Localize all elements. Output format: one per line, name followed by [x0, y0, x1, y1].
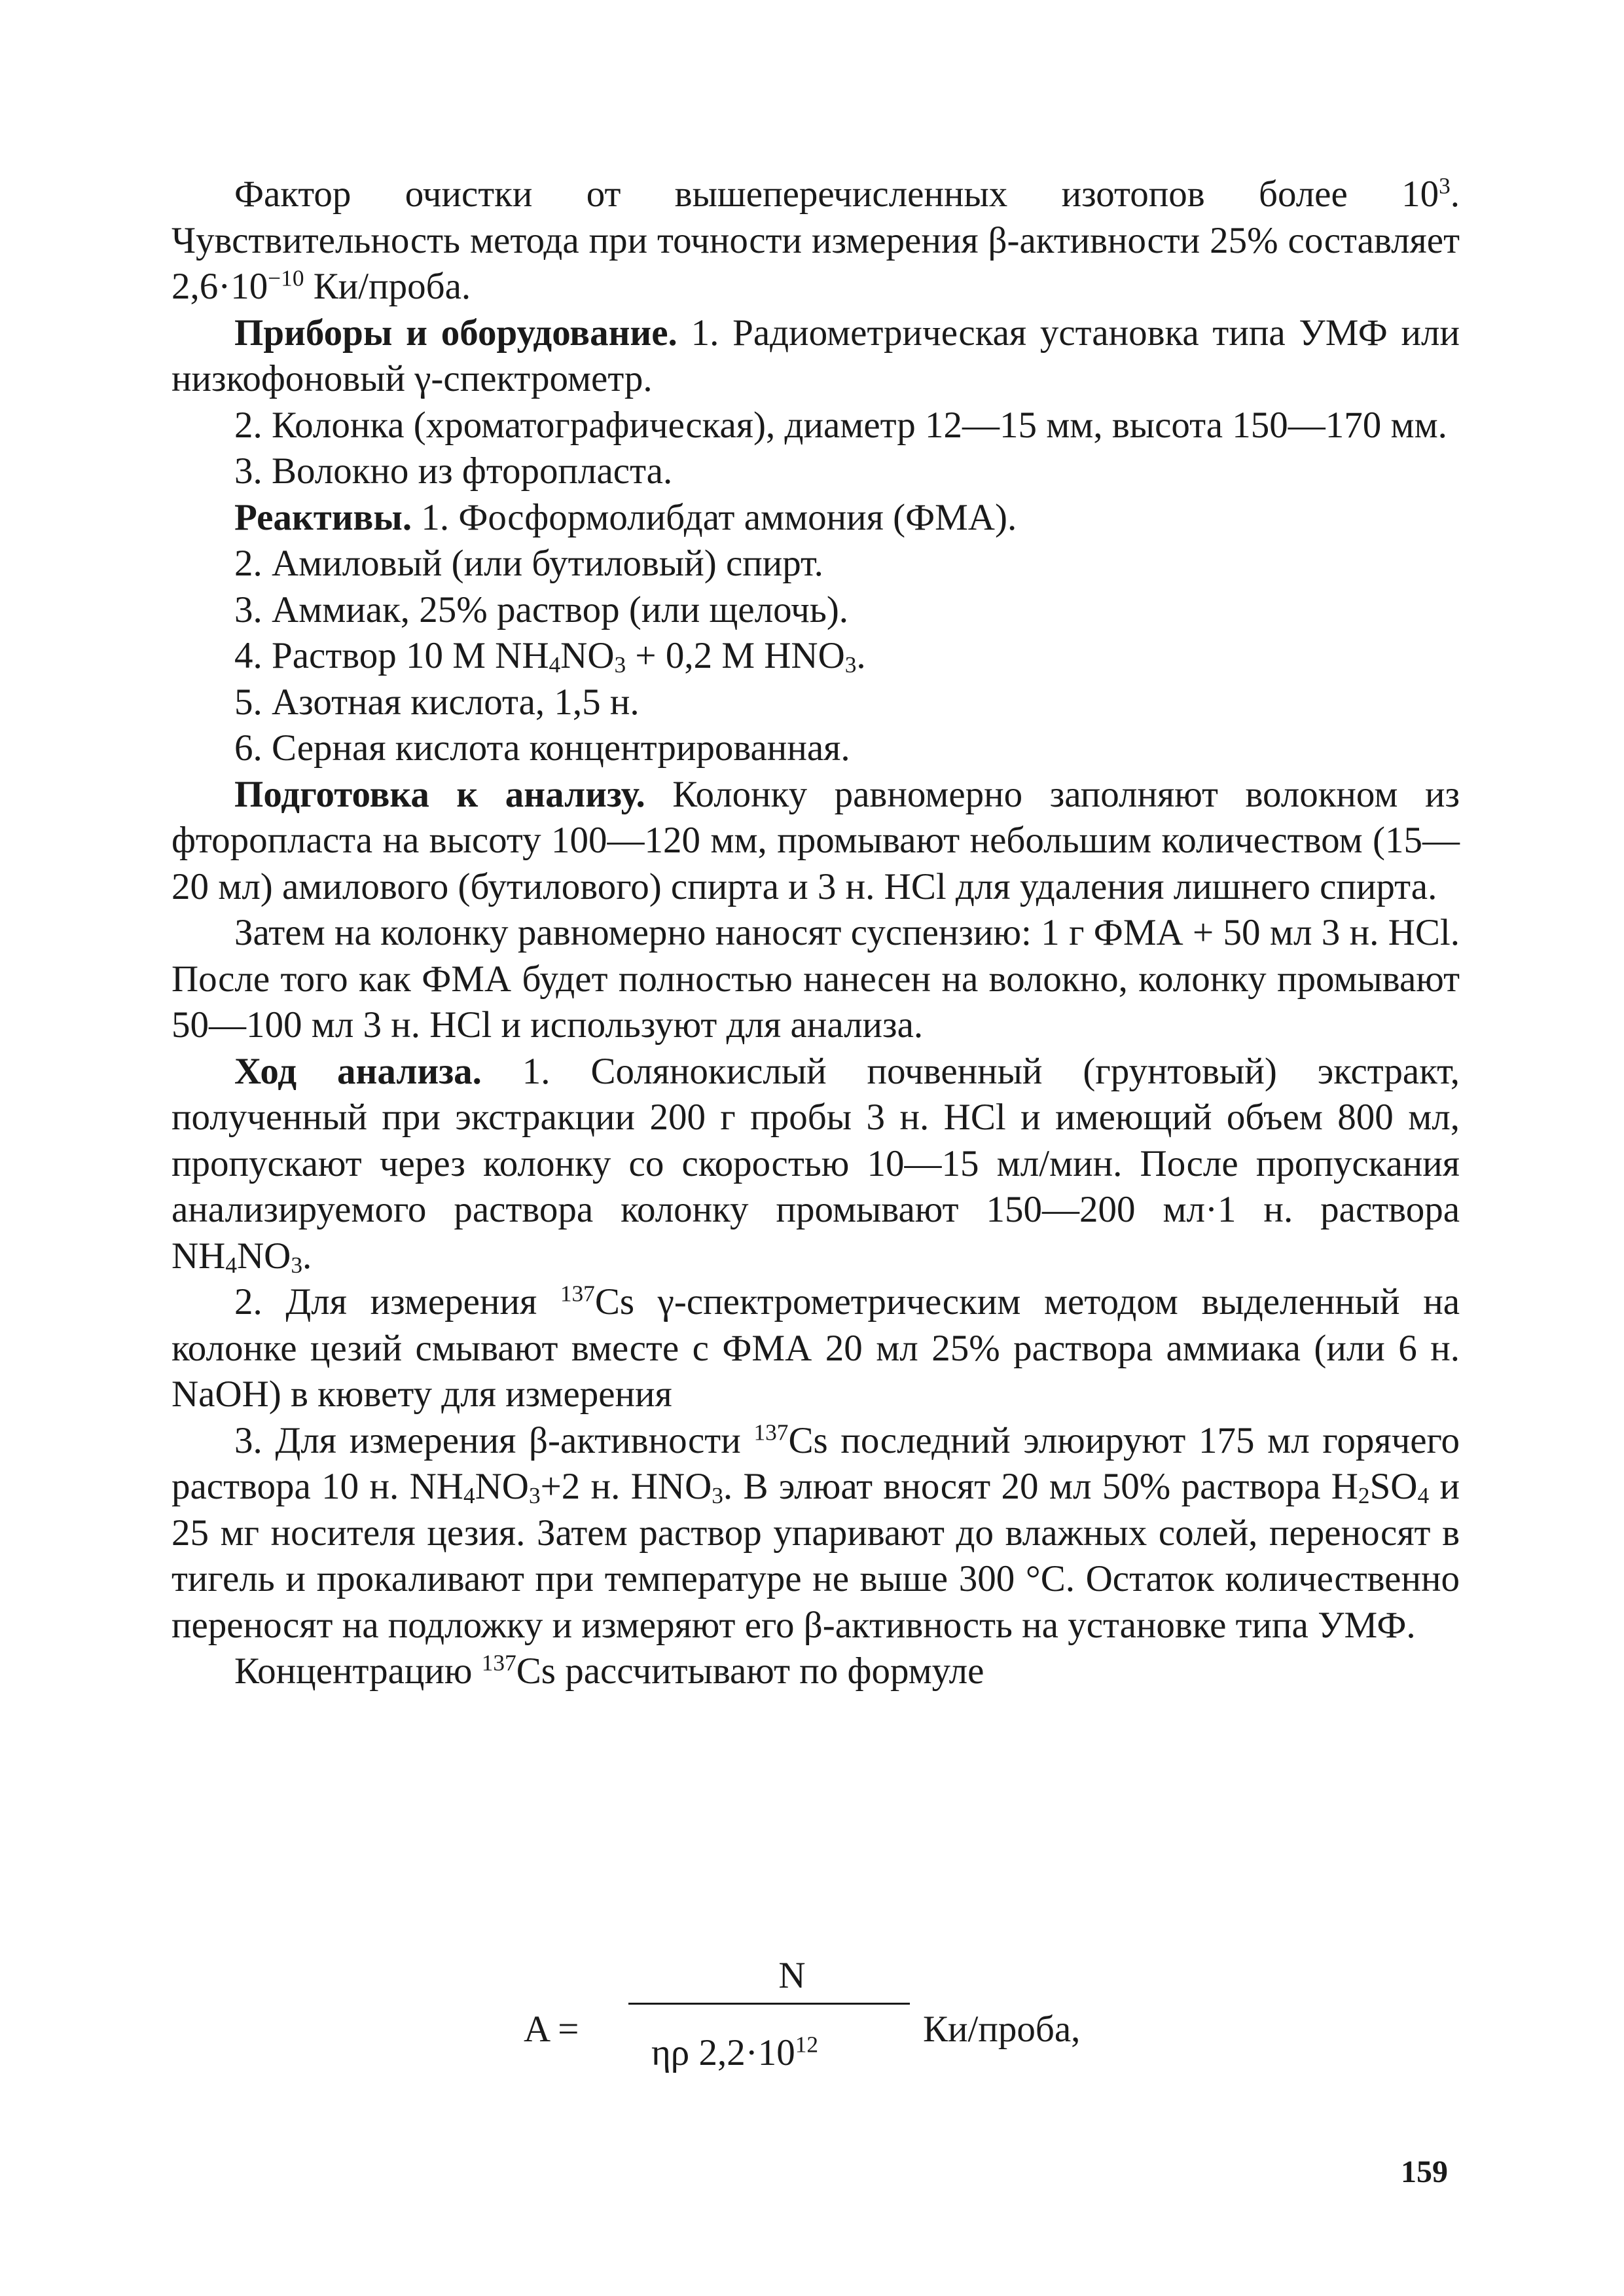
concentration-intro: Концентрацию $^{137}$Cs рассчитывают по формуле [234, 1650, 984, 1692]
reagent-item: 6. Серная кислота концентрированная. [234, 727, 850, 769]
fraction-bar [628, 2003, 910, 2005]
reagent-item: 3. Аммиак, 25% раствор (или щелочь). [234, 589, 849, 630]
formula-numerator: N [778, 1955, 806, 1996]
formula-units: Ки/проба, [923, 2009, 1081, 2050]
page-number: 159 [1401, 2155, 1448, 2189]
reagents-heading: Реактивы. [234, 496, 412, 538]
intro-paragraph: Фактор очистки от вышеперечисленных изотопов более $10^3$. Чувствительность метода при точности измерения β-активности 25% составляет $2,6\cdot 10^{-10}$ Ки/проба. [171, 173, 1460, 307]
equipment-section: Приборы и оборудование. 1. Радиометрическая установка типа УМФ или низкофоновый γ-спектрометр. [171, 312, 1460, 399]
equipment-heading: Приборы и оборудование. [234, 312, 677, 354]
reagents-section: Реактивы. 1. Фосформолибдат аммония (ФМА). [234, 496, 1017, 538]
reagents-list [171, 541, 1460, 772]
equipment-item: 2. Колонка (хроматографическая), диаметр 12—15 мм, высота 150—170 мм. [234, 404, 1447, 446]
formula-denominator: ηρ $2,2\cdot 10^{12}$ [651, 2032, 819, 2073]
reagent-item: 2. Амиловый (или бутиловый) спирт. [234, 543, 823, 584]
formula-lhs: A = [524, 2009, 579, 2050]
procedure-step: 3. Для измерения β-активности $^{137}$Cs последний элюируют 175 мл горячего раствора 10 н. $NH_4NO_3+2$ н. $HNO_3$. В элюат вносят 20 мл 50% раствора $H_2SO_4$ и 25 мг носителя цезия. Затем раствор упаривают до влажных солей, переносят в тигель и прокаливают при температуре не выше 300 °С. Остаток количественно переносят на подложку и измеряют его β-активность на установке типа УМФ. [171, 1419, 1460, 1646]
preparation-section: Подготовка к анализу. Колонку равномерно заполняют волокном из фторопласта на высоту 100—120 мм, промывают небольшим количеством (15—20 мл) амилового (бутилового) спирта и 3 н. HCl для удаления лишнего спирта. [171, 773, 1460, 907]
preparation-heading: Подготовка к анализу. [234, 773, 645, 815]
reagent-item: 4. Раствор 10 М $NH_4NO_3 + 0,2$ М $HNO_3$. [234, 635, 866, 678]
procedure-section: Ход анализа. 1. Солянокислый почвенный (грунтовый) экстракт, полученный при экстракции 200 г пробы 3 н. HCl и имеющий объем 800 мл, пропускают через колонку со скоростью 10—15 мл/мин. После пропускания анализируемого раствора колонку промывают 150—200 мл·1 н. раствора $NH_4NO_3$. [171, 1050, 1460, 1278]
body-text [171, 172, 1460, 1695]
procedure-step: 2. Для измерения $^{137}$Cs γ-спектрометрическим методом выделенный на колонке цезий смывают вместе с ФМА 20 мл 25% раствора аммиака (или 6 н. NaOH) в кювету для измерения [171, 1281, 1460, 1415]
concentration-formula [524, 1954, 1244, 2105]
preparation-paragraph: Затем на колонку равномерно наносят суспензию: 1 г ФМА + 50 мл 3 н. HCl. После того как ФМА будет полностью нанесен на волокно, колонку промывают 50—100 мл 3 н. HCl и используют для анализа. [171, 912, 1460, 1046]
procedure-heading: Ход анализа. [234, 1050, 482, 1092]
reagent-item: 5. Азотная кислота, 1,5 н. [234, 681, 640, 723]
equipment-item: 3. Волокно из фторопласта. [234, 450, 673, 492]
